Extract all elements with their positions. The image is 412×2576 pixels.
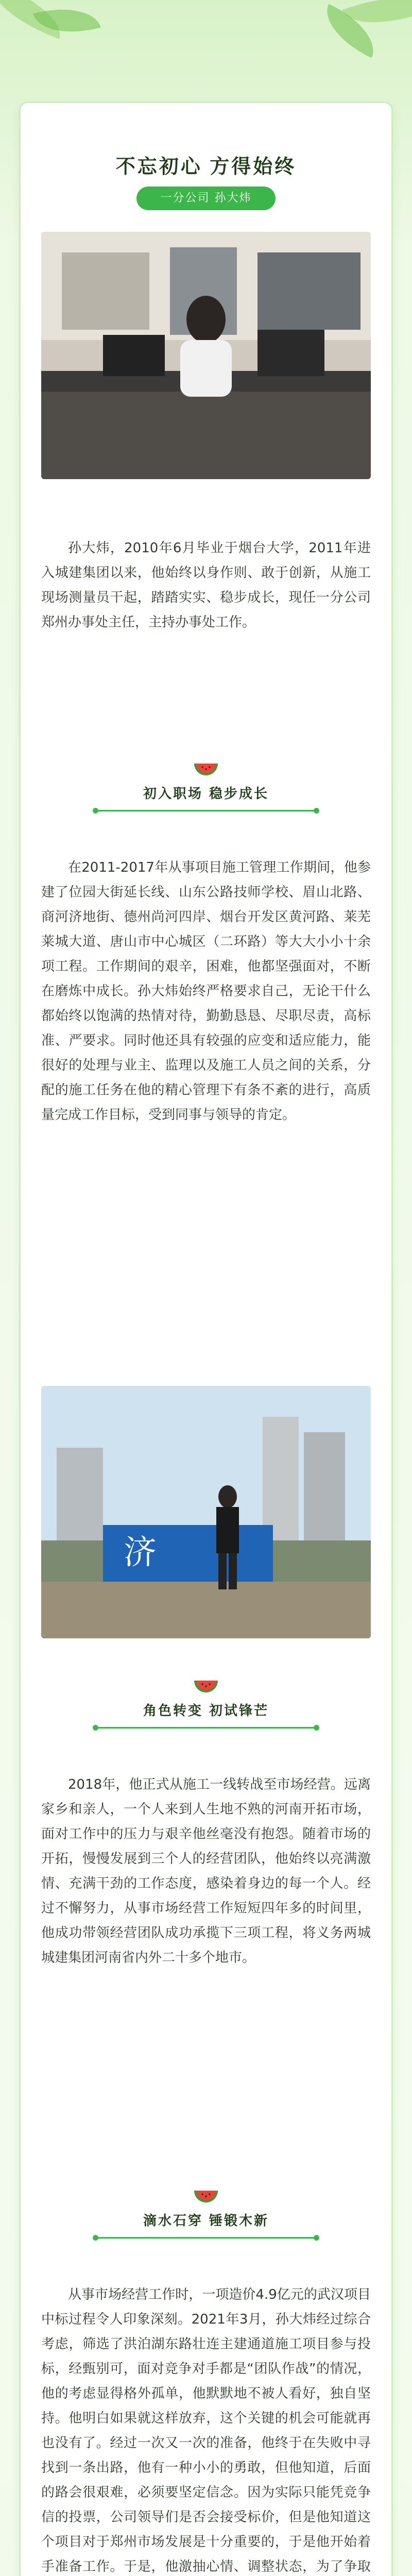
construction-site-photo bbox=[41, 1386, 371, 1638]
construction-site-illustration bbox=[41, 1386, 371, 1638]
leaf-decoration bbox=[33, 0, 100, 44]
section-header-2 bbox=[0, 1680, 412, 1736]
divider-line bbox=[98, 1727, 314, 1728]
section-3-paragraph: 从事市场经营工作时，一项造价4.9亿元的武汉项目中标过程令人印象深刻。2021年3月，孙大炜经过综合考虑，筛选了洪泊湖东路壮连主建通道施工项目参与投标，经甄别可，面对竞争对手都是“团队作战”的情况，他的考虑显得格外孤单，他默默地不被人看好，独自坚持。他明白如果就这样放弃，这个关键的机会可能就再也没有了。经过一次又一次的准备，他终于在失败中寻找到一条出路，他有一种小小的勇敢，但他知道，后面的路会很艰难，必须要坚定信念。因为实际只能凭竞争信的投票，公司领导们是否会接受标价，但是他知道这个项目对于郑州市场发展是十分重要的，于是他开始着手准备工作。于是，他激抽心情、调整状态，为了争取 bbox=[41, 2287, 371, 2574]
section-header-3 bbox=[0, 2190, 412, 2246]
section-title: 初入职场 稳步成长 bbox=[143, 786, 269, 802]
divider-line bbox=[98, 2237, 314, 2239]
office-desk-illustration bbox=[41, 232, 371, 479]
section-title: 滴水石穿 锤锻木新 bbox=[143, 2213, 269, 2229]
intro-paragraph: 孙大炜，2010年6月毕业于烟台大学，2011年进入城建集团以来，他始终以身作则、敢于创新，从施工现场测量员干起，踏踏实实、稳步成长，现任一分公司郑州办事处主任，主持办事处工作。 bbox=[41, 540, 371, 630]
watermelon-icon bbox=[193, 2190, 219, 2205]
section-header-1 bbox=[0, 762, 412, 819]
section-1-paragraph: 在2011-2017年从事项目施工管理工作期间，他参建了位园大街延长线、山东公路技师学校、眉山北路、商河济地街、德州尚河四岸、烟台开发区黄河路、莱芜莱城大道、唐山市中心城区（二环路）等大大小小十余项工程。工作期间的艰辛，困难，他都坚强面对，不断在磨炼中成长。孙大炜始终严格要求自己，无论干什么都始终以饱满的热情对待，勤勤恳恳、尽职尽责，高标准、严要求。同时他还具有较强的应变和适应能力，能很好的处理与业主、监理以及施工人员之间的关系，分配的施工任务在他的精心管理下有条不紊的进行，高质量完成工作目标，受到同事与领导的肯定。 bbox=[41, 860, 371, 1123]
author-badge: 一分公司 孙大炜 bbox=[136, 187, 276, 210]
divider-dot bbox=[314, 808, 319, 814]
office-desk-photo bbox=[41, 232, 371, 479]
watermelon-icon bbox=[193, 762, 219, 778]
divider-dot bbox=[314, 2235, 319, 2241]
section-2-paragraph: 2018年，他正式从施工一线转战至市场经营。远离家乡和亲人，一个人来到人生地不熟的河南开拓市场，面对工作中的压力与艰辛他丝毫没有抱怨。随着市场的开拓，慢慢发展到三个人的经营团队，他始终以亮满激情、充满干劲的工作态度，感染着身边的每一个人。经过不懈努力，从事市场经营工作短短四年多的时间里，他成功带领经营团队成功承揽下三项工程，将义务两城城建集团河南省内外二十多个地市。 bbox=[41, 1777, 371, 1965]
watermelon-icon bbox=[193, 1680, 219, 1695]
section-title: 角色转变 初试锋芒 bbox=[143, 1703, 269, 1719]
banner-character: 济 bbox=[124, 1534, 157, 1572]
divider-line bbox=[98, 810, 314, 811]
page-title: 不忘初心 方得始终 bbox=[115, 156, 297, 178]
divider-dot bbox=[314, 1725, 319, 1731]
